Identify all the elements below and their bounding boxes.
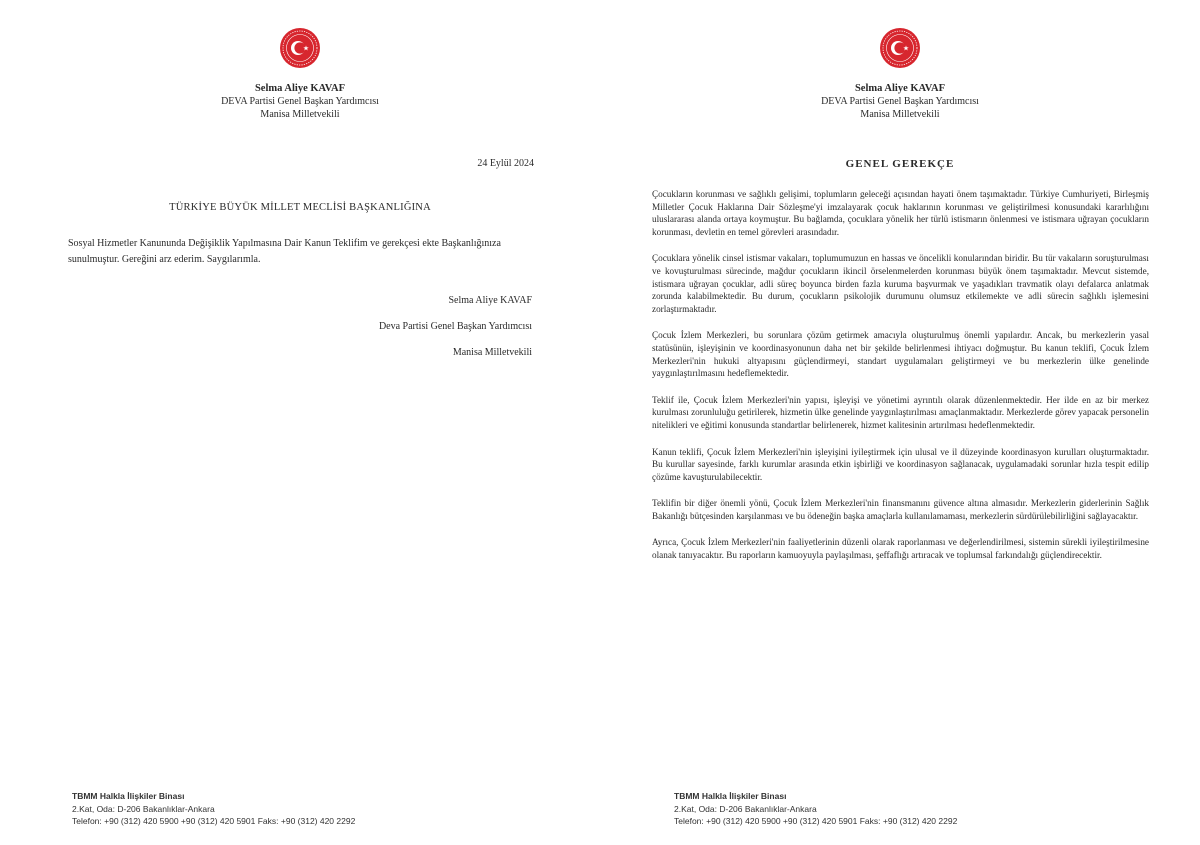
signature-role: Deva Partisi Genel Başkan Yardımcısı [378,321,532,332]
right-page [600,0,1200,845]
footer-address [674,790,957,828]
signature-constituency: Manisa Milletvekili [452,347,532,358]
footer-building: TBMM Halkla İlişkiler Binası [674,791,787,801]
letterhead-role: DEVA Partisi Genel Başkan Yardımcısı [221,96,379,107]
paragraph: Ayrıca, Çocuk İzlem Merkezleri'nin faaliyetlerinin düzenli olarak raporlanması ve değerlendirilmesi, sistemin sürekli iyileştirilmesine olanak tanıyacaktır. Bu raporların kamuoyuyla paylaşılması, şeffaflığı artıracak ve toplumsal farkındalığı güçlendirecektir. [652,537,1149,561]
letterhead-constituency: Manisa Milletvekili [260,109,340,120]
signature-name: Selma Aliye KAVAF [448,295,532,306]
justification-body [652,188,1149,576]
footer-office: 2.Kat, Oda: D-206 Bakanlıklar-Ankara [72,803,215,814]
letterhead-name: Selma Aliye KAVAF [254,83,346,94]
footer-phone: Telefon: +90 (312) 420 5900 +90 (312) 420 5901 Faks: +90 (312) 420 2292 [72,816,356,826]
tbmm-emblem-icon [879,27,921,69]
letterhead [0,82,600,121]
footer-address [72,790,355,828]
letterhead-name: Selma Aliye KAVAF [854,83,946,94]
footer-office: 2.Kat, Oda: D-206 Bakanlıklar-Ankara [674,803,817,814]
footer-phone: Telefon: +90 (312) 420 5900 +90 (312) 420 5901 Faks: +90 (312) 420 2292 [674,816,958,826]
section-heading: GENEL GEREKÇE [845,158,955,170]
paragraph: Kanun teklifi, Çocuk İzlem Merkezleri'nin işleyişini iyileştirmek için ulusal ve il düzeyinde koordinasyon kurulları oluşturmaktadır. Bu kurullar sayesinde, farklı kurumlar arasında etkin işbirliği ve koordinasyon sağlanacak, uygulamadaki sorunlar hızla tespit edilip çözüme kavuşturulabilecektir. [652,446,1149,482]
paragraph: Teklif ile, Çocuk İzlem Merkezleri'nin yapısı, işleyişi ve yönetimi ayrıntılı olarak düzenlenmektedir. Her ilde en az bir merkez kurulması zorunluluğu getirilerek, hizmetin ülke genelinde yaygınlaştırılması amaçlanmaktadır. Merkezlerde görev yapacak personelin nitelikleri ve eğitimi konusunda standartlar belirlenerek, hizmet kalitesinin artırılması hedeflenmektedir. [652,394,1149,430]
paragraph: Çocuklara yönelik cinsel istismar vakaları, toplumumuzun en hassas ve öncelikli konularından biridir. Bu tür vakaların soruşturulması ve kovuşturulması sürecinde, mağdur çocukların ikincil örselenmelerden korunması büyük önem taşımaktadır. Mevcut sistemde, istismara uğrayan çocuklar, adli süreç boyunca birden fazla kuruma başvurmak ve yaşadıkları travmatik olayı defalarca anlatmak zorunda kalabilmektedir. Bu durum, çocukların psikolojik durumunu olumsuz etkilemekte ve adli sürecin sağlıklı işlemesini zorlaştırmaktadır. [652,253,1149,314]
addressee: TÜRKİYE BÜYÜK MİLLET MECLİSİ BAŞKANLIĞINA [169,202,431,213]
intro-paragraph: Sosyal Hizmetler Kanununda Değişiklik Yapılmasına Dair Kanun Teklifim ve gerekçesi ekte Başkanlığınıza sunulmuştur. Gereğini arz ederim. Saygılarımla. [68,238,501,265]
paragraph: Çocukların korunması ve sağlıklı gelişimi, toplumların geleceği açısından hayati önem taşımaktadır. Türkiye Cumhuriyeti, Birleşmiş Milletler Çocuk Haklarına Dair Sözleşme'yi imzalayarak çocuk haklarının korunması ve geliştirilmesi konusundaki kararlılığını uluslararası alanda ortaya koymuştur. Bu bağlamda, çocuklara yönelik her türlü istismarın önlenmesi ve istismara uğrayan çocukların korunması, devletin en temel görevleri arasındadır. [652,189,1149,237]
letter-date: 24 Eylül 2024 [477,158,534,169]
letterhead-constituency: Manisa Milletvekili [860,109,940,120]
tbmm-emblem-icon [279,27,321,69]
letterhead-role: DEVA Partisi Genel Başkan Yardımcısı [821,96,979,107]
paragraph: Çocuk İzlem Merkezleri, bu sorunlara çözüm getirmek amacıyla oluşturulmuş önemli yapılardır. Ancak, bu merkezlerin yasal statüsünün, işleyişinin ve koordinasyonunun daha net bir şekilde belirlenmesi ihtiyacı doğmuştur. Bu kanun teklifi, Çocuk İzlem Merkezleri'nin hukuki altyapısını güçlendirmeyi, standart uygulamaları geliştirmeyi ve bu merkezlerin ülke genelinde yaygınlaştırılmasını hedeflemektedir. [652,330,1149,379]
letterhead [600,82,1200,121]
paragraph: Teklifin bir diğer önemli yönü, Çocuk İzlem Merkezleri'nin finansmanını güvence altına almasıdır. Merkezlerin giderlerinin Sağlık Bakanlığı bütçesinden karşılanması ve bu ödeneğin başka amaçlarla kullanılamaması, merkezlerin sürdürülebilirliğini sağlayacaktır. [652,498,1149,521]
footer-building: TBMM Halkla İlişkiler Binası [72,791,185,801]
